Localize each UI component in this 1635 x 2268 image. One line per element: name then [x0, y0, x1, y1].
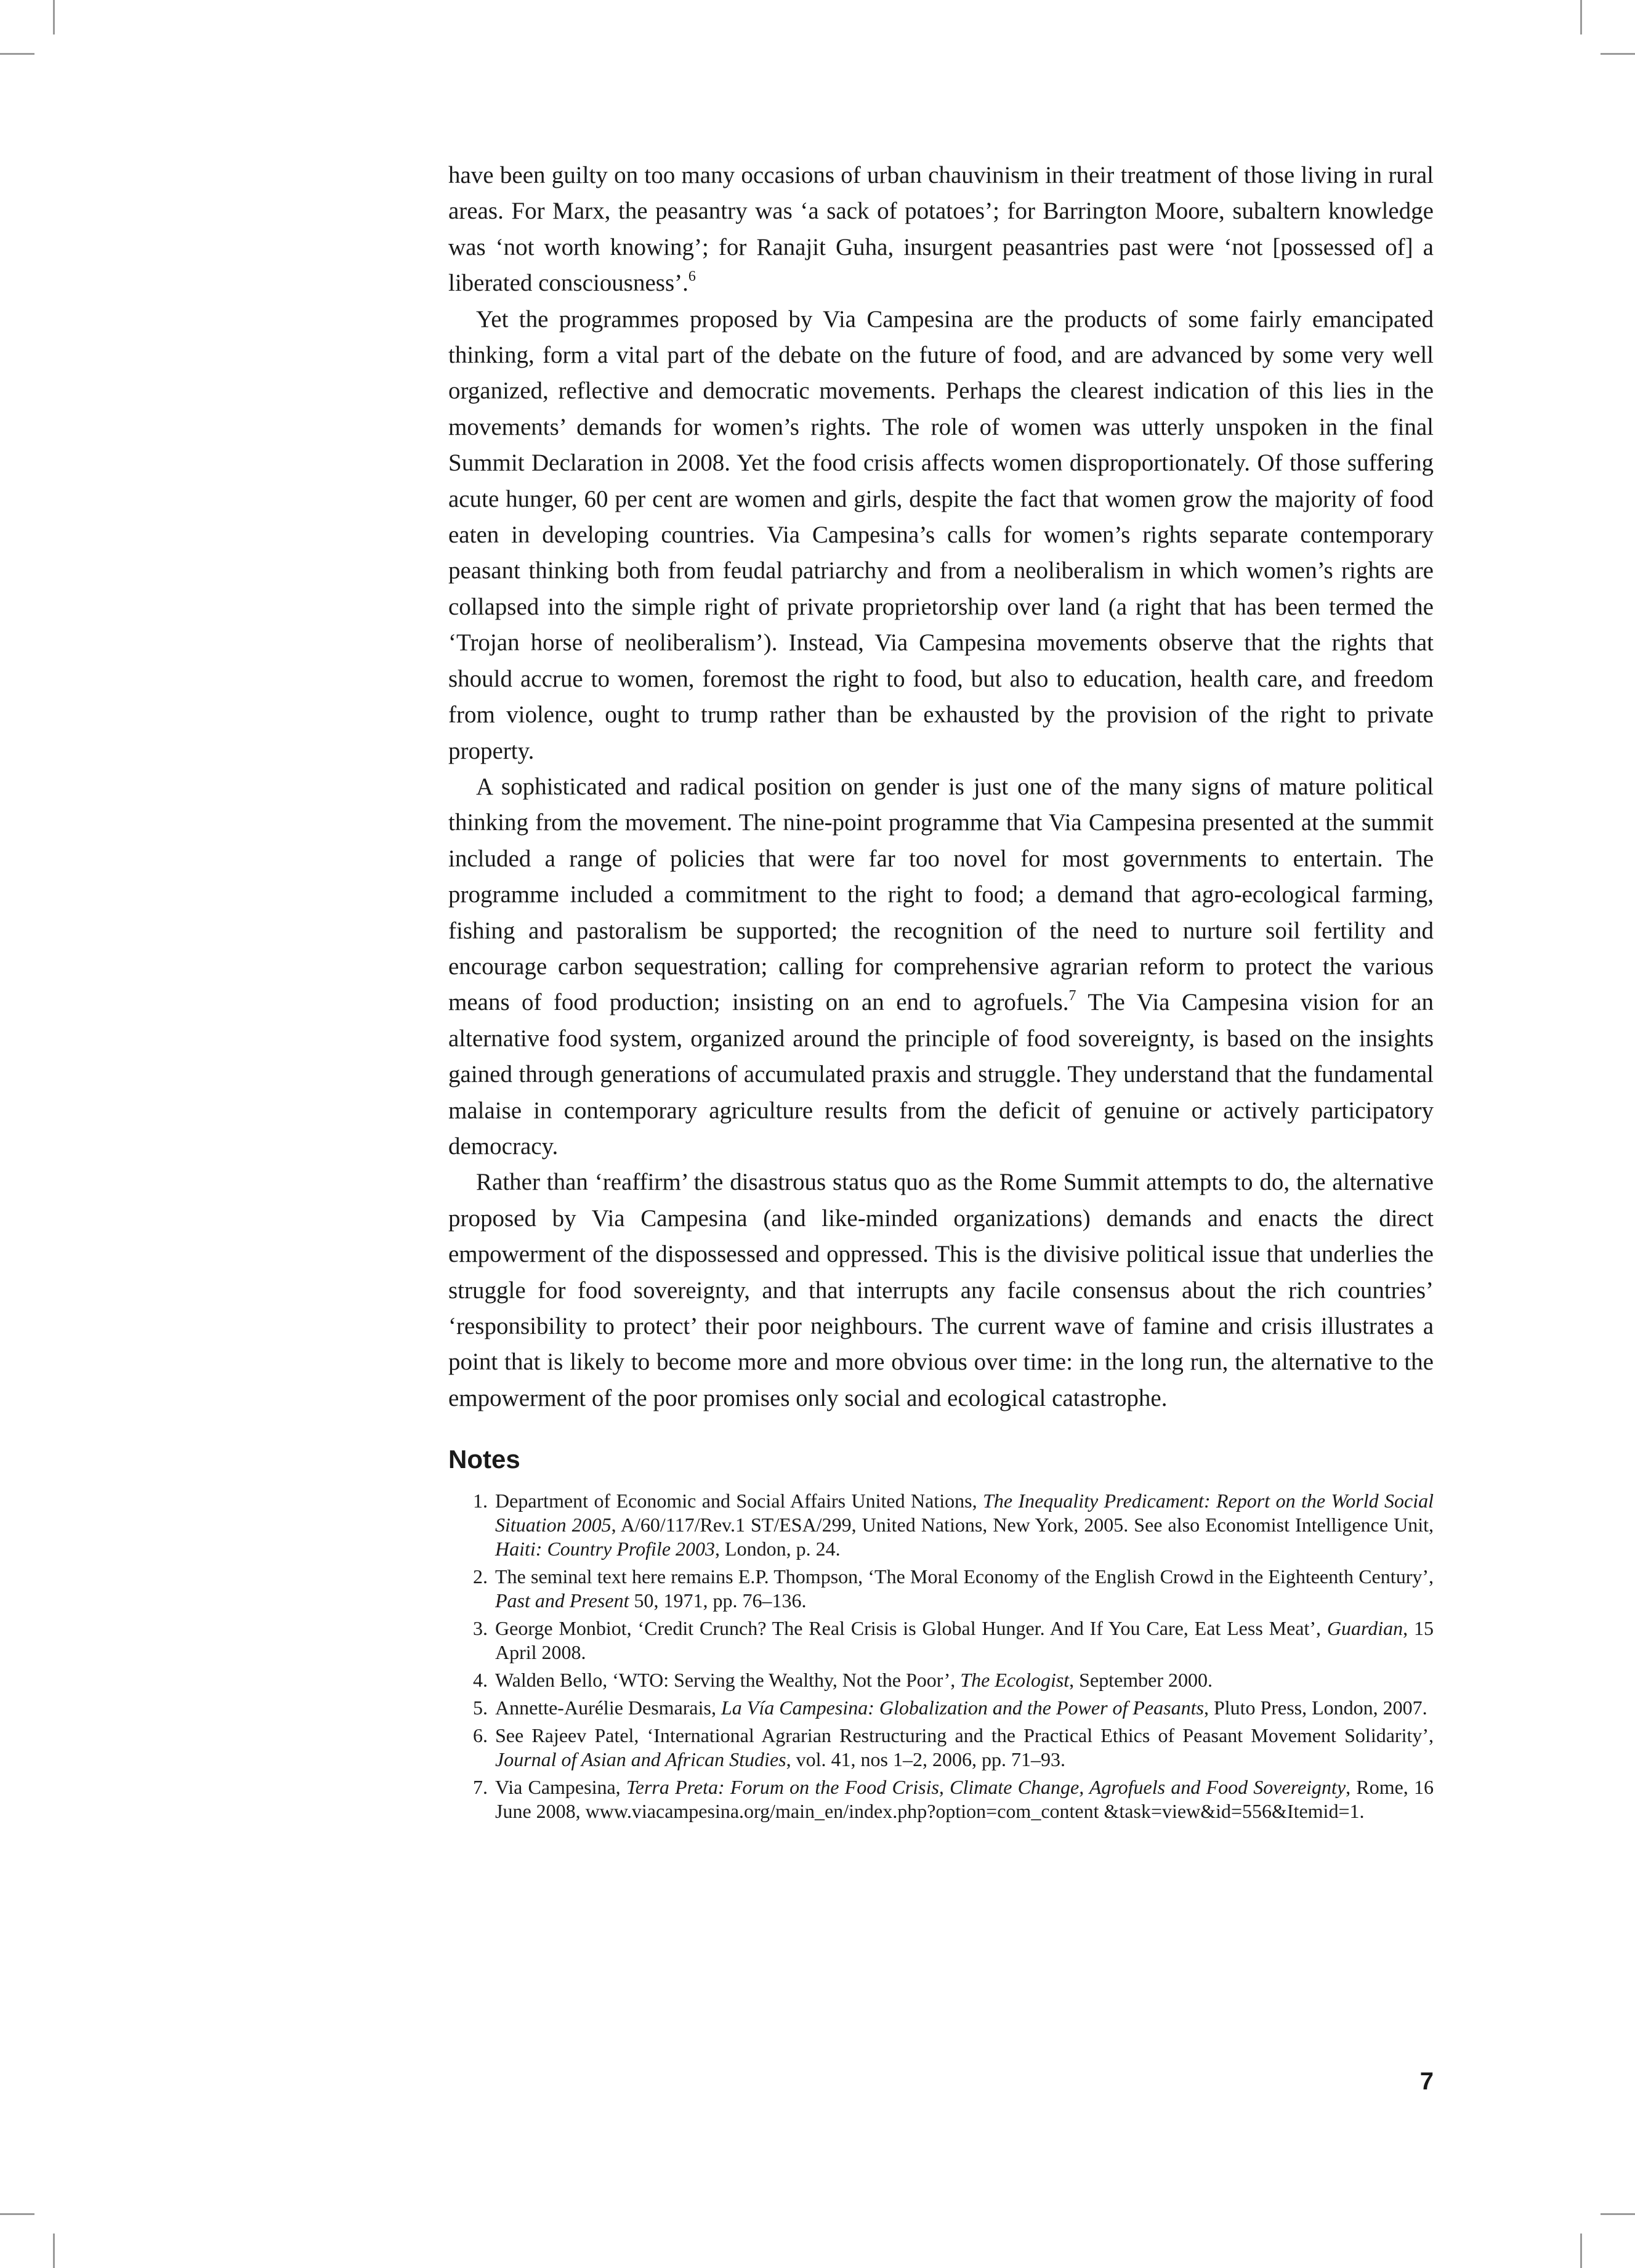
note-item [448, 1489, 1434, 1561]
note-text: Walden Bello, ‘WTO: Serving the Wealthy, Not the Poor’, [495, 1669, 961, 1692]
note-number: 4. [473, 1669, 488, 1692]
note-title: Past and Present [495, 1589, 629, 1612]
note-text: 50, 1971, pp. 76–136. [629, 1589, 807, 1612]
note-number: 6. [473, 1724, 488, 1747]
paragraph [448, 769, 1434, 1164]
note-text: Via Campesina, [495, 1776, 626, 1799]
note-item [448, 1668, 1434, 1692]
paragraph [448, 158, 1434, 302]
crop-mark [53, 2234, 55, 2268]
paragraph-text: The Via Campesina vision for an alternative food system, organized around the principle of food sovereignty, is based on the insights gained through generations of accumulated praxis and struggle. They understand that the fundamental malaise in contemporary agriculture results from the deficit of genuine or actively participatory democracy. [448, 989, 1434, 1160]
note-item [448, 1696, 1434, 1720]
note-item [448, 1616, 1434, 1665]
note-text: , September 2000. [1069, 1669, 1213, 1692]
note-number: 3. [473, 1617, 488, 1640]
body-text [448, 158, 1434, 1416]
page-number: 7 [1419, 2068, 1434, 2095]
paragraph [448, 302, 1434, 769]
text-column [448, 158, 1434, 1827]
crop-mark [1580, 0, 1582, 34]
note-title: Guardian [1326, 1617, 1403, 1640]
note-text: , A/60/117/Rev.1 ST/ESA/299, United Nations, New York, 2005. See also Economist Intelligence Unit, [611, 1514, 1434, 1536]
note-number: 5. [473, 1697, 488, 1719]
note-text: , 15 April 2008. [495, 1617, 1434, 1664]
note-text: Department of Economic and Social Affairs United Nations, [495, 1490, 983, 1512]
paragraph-text: have been guilty on too many occasions of urban chauvinism in their treatment of those living in rural areas. For Marx, the peasantry was ‘a sack of potatoes’; for Barrington Moore, subaltern knowledge was ‘not worth knowing’; for Ranajit Guha, insurgent peasantries past were ‘not [possessed of] a liberated consciousness’. [448, 162, 1434, 297]
note-text: , London, p. 24. [715, 1538, 841, 1560]
crop-mark [0, 53, 34, 55]
note-text: Annette-Aurélie Desmarais, [495, 1697, 721, 1719]
note-title: Terra Preta: Forum on the Food Crisis, Climate Change, Agrofuels and Food Sovereignty [626, 1776, 1346, 1799]
note-text: See Rajeev Patel, ‘International Agrarian Restructuring and the Practical Ethics of Peasant Movement Solidarity’, [495, 1724, 1434, 1747]
note-title: Haiti: Country Profile 2003 [495, 1538, 716, 1560]
note-item [448, 1724, 1434, 1772]
note-title: The Inequality Predicament: Report on the World Social Situation 2005 [495, 1490, 1434, 1536]
note-item [448, 1565, 1434, 1613]
paragraph-text: A sophisticated and radical position on gender is just one of the many signs of mature political thinking from the movement. The nine-point programme that Via Campesina presented at the summit included a range of policies that were far too novel for most governments to entertain. The programme included a commitment to the right to food; a demand that agro-ecological farming, fishing and pastoralism be supported; the recognition of the need to nurture soil fertility and encourage carbon sequestration; calling for comprehensive agrarian reform to protect the various means of food production; insisting on an end to agrofuels. [448, 773, 1434, 1016]
note-number: 2. [473, 1565, 488, 1588]
footnote-ref[interactable]: 6 [688, 268, 696, 285]
paragraph-text: Rather than ‘reaffirm’ the disastrous status quo as the Rome Summit attempts to do, the alternative proposed by Via Campesina (and like-minded organizations) demands and enacts the direct empowerment of the dispossessed and oppressed. This is the divisive political issue that underlies the struggle for food sovereignty, and that interrupts any facile consensus about the rich countries’ ‘responsibility to protect’ their poor neighbours. The current wave of famine and crisis illustrates a point that is likely to become more and more obvious over time: in the long run, the alternative to the empowerment of the poor promises only social and ecological catastrophe. [448, 1169, 1434, 1411]
paragraph-text: Yet the programmes proposed by Via Campesina are the products of some fairly emancipated thinking, form a vital part of the debate on the future of food, and are advanced by some very well organized, reflective and democratic movements. Perhaps the clearest indication of this lies in the movements’ demands for women’s rights. The role of women was utterly unspoken in the final Summit Declaration in 2008. Yet the food crisis affects women disproportionately. Of those suffering acute hunger, 60 per cent are women and girls, despite the fact that women grow the majority of food eaten in developing countries. Via Campesina’s calls for women’s rights separate contemporary peasant thinking both from feudal patriarchy and from a neoliberalism in which women’s rights are collapsed into the simple right of private proprietorship over land (a right that has been termed the ‘Trojan horse of neoliberalism’). Instead, Via Campesina movements observe that the rights that should accrue to women, foremost the right to food, but also to education, health care, and freedom from violence, ought to trump rather than be exhausted by the provision of the right to private property. [448, 305, 1434, 764]
crop-mark [1601, 53, 1635, 55]
note-number: 7. [473, 1776, 488, 1799]
note-number: 1. [473, 1490, 488, 1512]
note-text: , vol. 41, nos 1–2, 2006, pp. 71–93. [786, 1748, 1065, 1771]
paragraph [448, 1164, 1434, 1416]
note-text: The seminal text here remains E.P. Thompson, ‘The Moral Economy of the English Crowd in the Eighteenth Century’, [495, 1565, 1434, 1588]
footnote-ref[interactable]: 7 [1068, 988, 1076, 1004]
note-title: Journal of Asian and African Studies [495, 1748, 786, 1771]
crop-mark [1580, 2234, 1582, 2268]
crop-mark [53, 0, 55, 34]
notes-heading: Notes [448, 1445, 520, 1474]
note-text: , Pluto Press, London, 2007. [1203, 1697, 1427, 1719]
note-title: La Vía Campesina: Globalization and the Power of Peasants [721, 1697, 1204, 1719]
note-text: George Monbiot, ‘Credit Crunch? The Real Crisis is Global Hunger. And If You Care, Eat Less Meat’, [495, 1617, 1327, 1640]
crop-mark [0, 2213, 34, 2215]
note-title: The Ecologist [960, 1669, 1070, 1692]
crop-mark [1601, 2213, 1635, 2215]
note-item [448, 1775, 1434, 1823]
notes-list [448, 1489, 1434, 1823]
note-text: , Rome, 16 June 2008, www.viacampesina.org/main_en/index.php?option=com_content &task=view&id=556&Itemid=1. [495, 1776, 1434, 1823]
